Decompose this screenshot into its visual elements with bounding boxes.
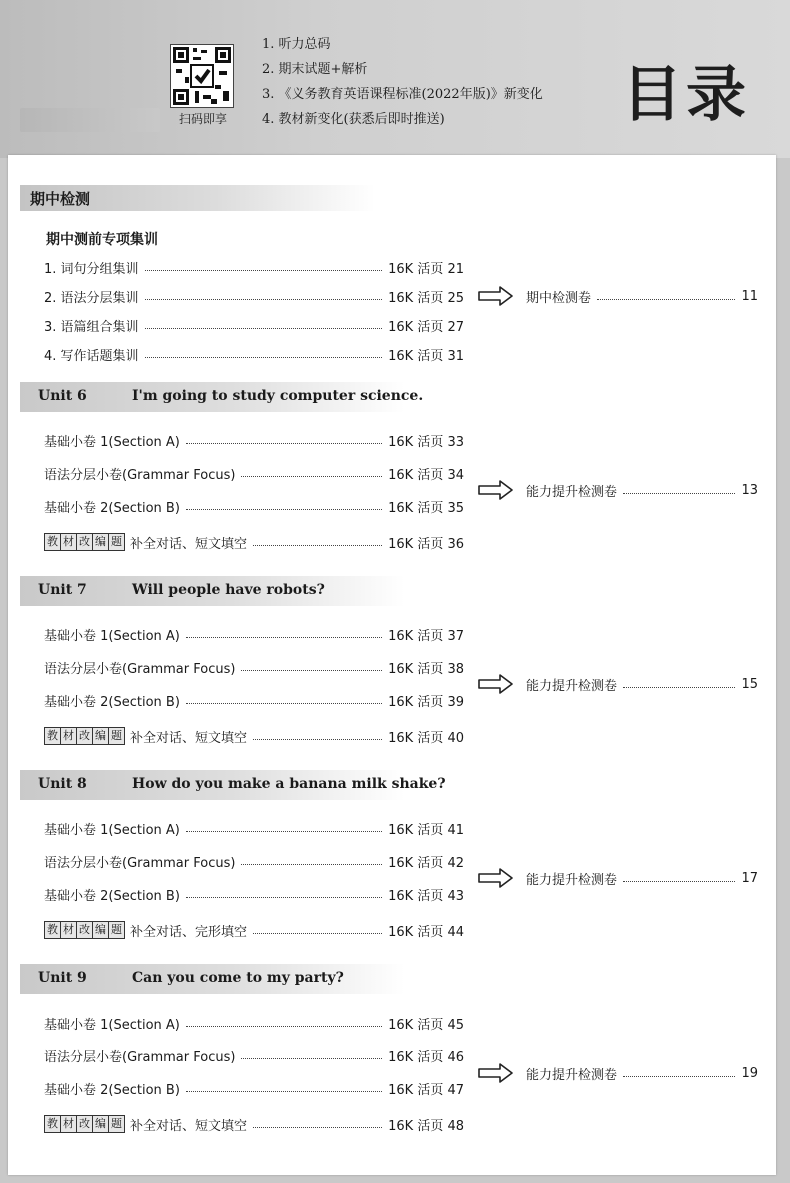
unit-7-heading bbox=[20, 576, 405, 606]
toc-entry[interactable] bbox=[44, 256, 464, 278]
textbook-adapted-tag bbox=[44, 727, 124, 745]
tag-char: 改 bbox=[76, 533, 93, 551]
entry-page: 16K 活页 36 bbox=[388, 536, 464, 552]
entry-label: 基础小卷 1(Section A) bbox=[44, 822, 180, 838]
toc-entry[interactable] bbox=[44, 343, 464, 365]
arrow-right-icon bbox=[478, 286, 514, 306]
midterm-test-entry[interactable] bbox=[478, 284, 758, 308]
page-title: 目录 bbox=[622, 60, 750, 130]
tag-char: 教 bbox=[44, 533, 61, 551]
unit-9-test-entry[interactable] bbox=[478, 1061, 758, 1085]
leader-dots bbox=[241, 669, 382, 671]
toc-entry[interactable] bbox=[44, 531, 464, 553]
toc-entry[interactable] bbox=[44, 725, 464, 747]
entry-label: 语法分层小卷(Grammar Focus) bbox=[44, 855, 236, 871]
leader-dots bbox=[253, 738, 382, 740]
midterm-heading bbox=[20, 185, 375, 211]
entry-page: 16K 活页 43 bbox=[388, 888, 464, 904]
leader-dots bbox=[186, 830, 382, 832]
note-item: 2. 期末试题+解析 bbox=[262, 62, 368, 77]
leader-dots bbox=[186, 1025, 382, 1027]
header-banner bbox=[0, 0, 790, 158]
test-label: 能力提升检测卷 bbox=[526, 872, 618, 888]
leader-dots bbox=[186, 702, 382, 704]
midterm-subheading: 期中测前专项集训 bbox=[46, 232, 158, 248]
unit-number: Unit 6 bbox=[38, 388, 87, 404]
tag-char: 材 bbox=[60, 727, 77, 745]
tag-char: 教 bbox=[44, 1115, 61, 1133]
textbook-adapted-tag bbox=[44, 533, 124, 551]
tag-char: 改 bbox=[76, 921, 93, 939]
test-page: 19 bbox=[741, 1065, 758, 1081]
entry-label: 补全对话、短文填空 bbox=[130, 1118, 248, 1134]
tag-char: 材 bbox=[60, 1115, 77, 1133]
entry-page: 16K 活页 46 bbox=[388, 1049, 464, 1065]
leader-dots bbox=[186, 636, 382, 638]
unit-number: Unit 8 bbox=[38, 776, 87, 792]
textbook-adapted-tag bbox=[44, 921, 124, 939]
tag-char: 改 bbox=[76, 727, 93, 745]
unit-title: Can you come to my party? bbox=[132, 970, 344, 986]
unit-title: How do you make a banana milk shake? bbox=[132, 776, 446, 792]
entry-label: 2. 语法分层集训 bbox=[44, 290, 139, 306]
midterm-heading-text: 期中检测 bbox=[30, 190, 91, 208]
tag-char: 材 bbox=[60, 921, 77, 939]
leader-dots bbox=[186, 896, 382, 898]
leader-dots bbox=[623, 492, 735, 494]
tag-char: 教 bbox=[44, 727, 61, 745]
entry-label: 补全对话、短文填空 bbox=[130, 536, 248, 552]
entry-label: 基础小卷 2(Section B) bbox=[44, 500, 180, 516]
test-label: 期中检测卷 bbox=[526, 290, 592, 306]
entry-page: 16K 活页 35 bbox=[388, 500, 464, 516]
arrow-right-icon bbox=[478, 868, 514, 888]
entry-page: 16K 活页 31 bbox=[388, 348, 464, 364]
entry-label: 基础小卷 1(Section A) bbox=[44, 628, 180, 644]
test-label: 能力提升检测卷 bbox=[526, 1067, 618, 1083]
tag-char: 编 bbox=[92, 533, 109, 551]
qr-code-icon[interactable] bbox=[170, 44, 234, 108]
note-item: 4. 教材新变化(获悉后即时推送) bbox=[262, 112, 445, 127]
textbook-adapted-tag bbox=[44, 1115, 124, 1133]
leader-dots bbox=[145, 269, 383, 271]
entry-label: 基础小卷 2(Section B) bbox=[44, 694, 180, 710]
leader-dots bbox=[145, 327, 383, 329]
unit-6-heading bbox=[20, 382, 424, 412]
leader-dots bbox=[241, 863, 382, 865]
unit-number: Unit 7 bbox=[38, 582, 87, 598]
toc-entry[interactable] bbox=[44, 919, 464, 941]
tag-char: 题 bbox=[108, 921, 125, 939]
leader-dots bbox=[253, 932, 382, 934]
entry-label: 基础小卷 2(Section B) bbox=[44, 888, 180, 904]
toc-entry[interactable] bbox=[44, 1012, 464, 1034]
toc-entry[interactable] bbox=[44, 314, 464, 336]
tag-char: 改 bbox=[76, 1115, 93, 1133]
entry-label: 语法分层小卷(Grammar Focus) bbox=[44, 467, 236, 483]
leader-dots bbox=[241, 1057, 382, 1059]
entry-page: 16K 活页 38 bbox=[388, 661, 464, 677]
leader-dots bbox=[253, 1126, 382, 1128]
qr-label: 扫码即享 bbox=[178, 112, 227, 126]
entry-label: 补全对话、短文填空 bbox=[130, 730, 248, 746]
entry-page: 16K 活页 44 bbox=[388, 924, 464, 940]
header-decor-band bbox=[20, 108, 160, 132]
toc-entry[interactable] bbox=[44, 462, 464, 484]
arrow-right-icon bbox=[478, 674, 514, 694]
entry-page: 16K 活页 40 bbox=[388, 730, 464, 746]
arrow-right-icon bbox=[478, 480, 514, 500]
leader-dots bbox=[623, 880, 735, 882]
entry-page: 16K 活页 25 bbox=[388, 290, 464, 306]
entry-label: 语法分层小卷(Grammar Focus) bbox=[44, 1049, 236, 1065]
unit-9-heading bbox=[20, 964, 405, 994]
entry-page: 16K 活页 42 bbox=[388, 855, 464, 871]
toc-entry[interactable] bbox=[44, 1044, 464, 1066]
test-page: 15 bbox=[741, 676, 758, 692]
tag-char: 编 bbox=[92, 1115, 109, 1133]
contents-page bbox=[8, 155, 776, 1175]
header-notes bbox=[262, 32, 543, 132]
toc-entry[interactable] bbox=[44, 1077, 464, 1099]
leader-dots bbox=[186, 442, 382, 444]
leader-dots bbox=[597, 298, 735, 300]
entry-label: 补全对话、完形填空 bbox=[130, 924, 248, 940]
leader-dots bbox=[145, 356, 383, 358]
test-page: 13 bbox=[741, 482, 758, 498]
tag-char: 编 bbox=[92, 921, 109, 939]
entry-label: 语法分层小卷(Grammar Focus) bbox=[44, 661, 236, 677]
note-item: 3. 《义务教育英语课程标准(2022年版)》新变化 bbox=[262, 87, 543, 102]
entry-page: 16K 活页 48 bbox=[388, 1118, 464, 1134]
unit-8-test-entry[interactable] bbox=[478, 866, 758, 890]
leader-dots bbox=[145, 298, 383, 300]
test-label: 能力提升检测卷 bbox=[526, 678, 618, 694]
unit-title: Will people have robots? bbox=[132, 582, 325, 598]
tag-char: 编 bbox=[92, 727, 109, 745]
test-page: 11 bbox=[741, 288, 758, 304]
entry-page: 16K 活页 41 bbox=[388, 822, 464, 838]
entry-page: 16K 活页 21 bbox=[388, 261, 464, 277]
entry-page: 16K 活页 47 bbox=[388, 1082, 464, 1098]
entry-label: 3. 语篇组合集训 bbox=[44, 319, 139, 335]
toc-entry[interactable] bbox=[44, 1113, 464, 1135]
tag-char: 材 bbox=[60, 533, 77, 551]
arrow-right-icon bbox=[478, 1063, 514, 1083]
toc-entry[interactable] bbox=[44, 883, 464, 905]
entry-page: 16K 活页 33 bbox=[388, 434, 464, 450]
entry-label: 基础小卷 1(Section A) bbox=[44, 434, 180, 450]
unit-title: I'm going to study computer science. bbox=[132, 388, 424, 404]
entry-label: 基础小卷 1(Section A) bbox=[44, 1017, 180, 1033]
leader-dots bbox=[623, 686, 735, 688]
toc-entry[interactable] bbox=[44, 285, 464, 307]
leader-dots bbox=[241, 475, 382, 477]
leader-dots bbox=[186, 508, 382, 510]
entry-page: 16K 活页 27 bbox=[388, 319, 464, 335]
toc-entry[interactable] bbox=[44, 817, 464, 839]
entry-page: 16K 活页 39 bbox=[388, 694, 464, 710]
unit-number: Unit 9 bbox=[38, 970, 87, 986]
tag-char: 教 bbox=[44, 921, 61, 939]
leader-dots bbox=[186, 1090, 382, 1092]
unit-7-test-entry[interactable] bbox=[478, 672, 758, 696]
tag-char: 题 bbox=[108, 1115, 125, 1133]
toc-entry[interactable] bbox=[44, 495, 464, 517]
test-page: 17 bbox=[741, 870, 758, 886]
toc-entry[interactable] bbox=[44, 850, 464, 872]
tag-char: 题 bbox=[108, 727, 125, 745]
unit-8-heading bbox=[20, 770, 446, 800]
test-label: 能力提升检测卷 bbox=[526, 484, 618, 500]
leader-dots bbox=[253, 544, 382, 546]
toc-entry[interactable] bbox=[44, 656, 464, 678]
entry-page: 16K 活页 34 bbox=[388, 467, 464, 483]
leader-dots bbox=[623, 1075, 735, 1077]
entry-page: 16K 活页 37 bbox=[388, 628, 464, 644]
toc-entry[interactable] bbox=[44, 689, 464, 711]
entry-page: 16K 活页 45 bbox=[388, 1017, 464, 1033]
unit-6-test-entry[interactable] bbox=[478, 478, 758, 502]
entry-label: 4. 写作话题集训 bbox=[44, 348, 139, 364]
toc-entry[interactable] bbox=[44, 429, 464, 451]
entry-label: 1. 词句分组集训 bbox=[44, 261, 139, 277]
note-item: 1. 听力总码 bbox=[262, 37, 331, 52]
tag-char: 题 bbox=[108, 533, 125, 551]
toc-entry[interactable] bbox=[44, 623, 464, 645]
entry-label: 基础小卷 2(Section B) bbox=[44, 1082, 180, 1098]
